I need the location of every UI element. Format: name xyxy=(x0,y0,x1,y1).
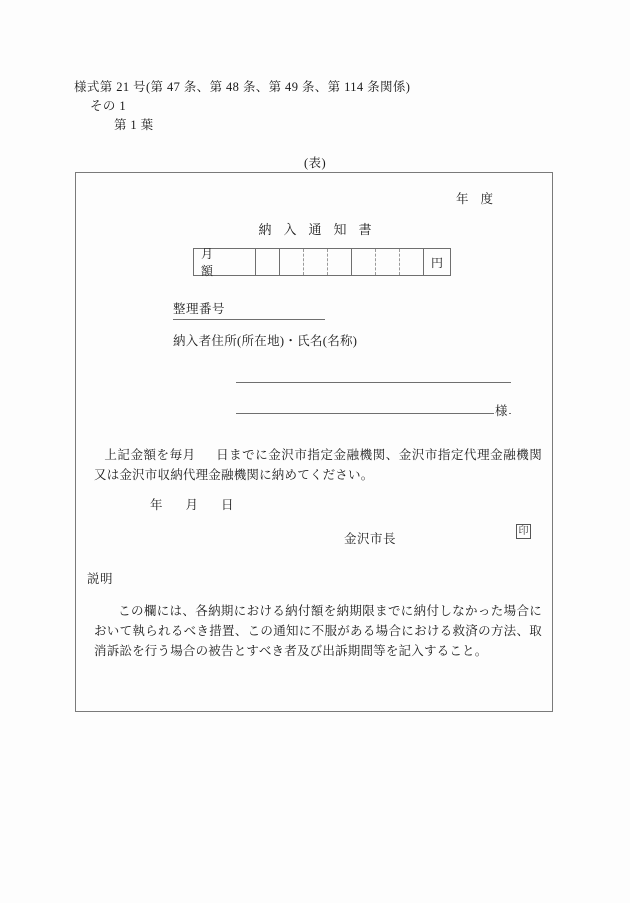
explanation-heading: 説明 xyxy=(87,572,114,586)
seal-stamp-icon: 印 xyxy=(516,524,531,539)
form-subsection-line: その 1 xyxy=(90,99,126,113)
side-caption: (表) xyxy=(303,156,327,170)
notice-form-box xyxy=(75,172,553,712)
document-header xyxy=(74,78,410,135)
amount-table-label: 月 額 xyxy=(194,249,256,275)
instruction-prefix: 上記金額を毎月 xyxy=(104,448,196,462)
explanation-body-content: この欄には、各納期における納付額を納期限までに納付しなかった場合において執られるべき措置、この通知に不服がある場合における救済の方法、取消訴訟を行う場合の被告とすべき者及び出訴期間等を記入すること。 xyxy=(94,604,542,658)
date-year-label: 年 xyxy=(150,498,164,512)
issue-date-line[interactable] xyxy=(150,495,235,513)
amount-digit-cell[interactable] xyxy=(376,249,400,275)
amount-digit-cell[interactable] xyxy=(256,249,280,275)
amount-digit-cell[interactable] xyxy=(352,249,376,275)
fiscal-degree-label: 度 xyxy=(480,192,494,206)
form-leaf-line: 第 1 葉 xyxy=(114,118,154,132)
form-number-line: 様式第 21 号(第 47 条、第 48 条、第 49 条、第 114 条関係) xyxy=(74,80,411,94)
amount-digit-cell[interactable] xyxy=(304,249,328,275)
issuer-name: 金沢市長 xyxy=(344,532,397,546)
payment-instruction-text xyxy=(94,445,542,485)
amount-table xyxy=(193,248,451,276)
explanation-body-text xyxy=(94,601,542,661)
fiscal-year-line xyxy=(456,189,494,207)
reference-number-field[interactable]: 整理番号 xyxy=(173,299,325,320)
instruction-rest: 日までに金沢市指定金融機関、金沢市指定代理金融機関又は金沢市収納代理金融機関に納めてください。 xyxy=(94,448,542,482)
honorific-suffix: 様 xyxy=(494,401,509,419)
amount-digit-cell[interactable] xyxy=(400,249,424,275)
fiscal-year-label: 年 xyxy=(455,192,470,206)
payer-name-line[interactable] xyxy=(236,413,511,414)
date-day-label: 日 xyxy=(221,498,235,512)
payer-address-line[interactable] xyxy=(236,382,511,383)
currency-unit-label: 円 xyxy=(430,255,443,270)
date-month-label: 月 xyxy=(185,498,200,512)
amount-digit-cell[interactable] xyxy=(280,249,304,275)
form-title: 納入通知書 xyxy=(258,222,384,237)
payer-info-label: 納入者住所(所在地)・氏名(名称) xyxy=(173,334,358,348)
amount-digit-cell[interactable] xyxy=(328,249,352,275)
